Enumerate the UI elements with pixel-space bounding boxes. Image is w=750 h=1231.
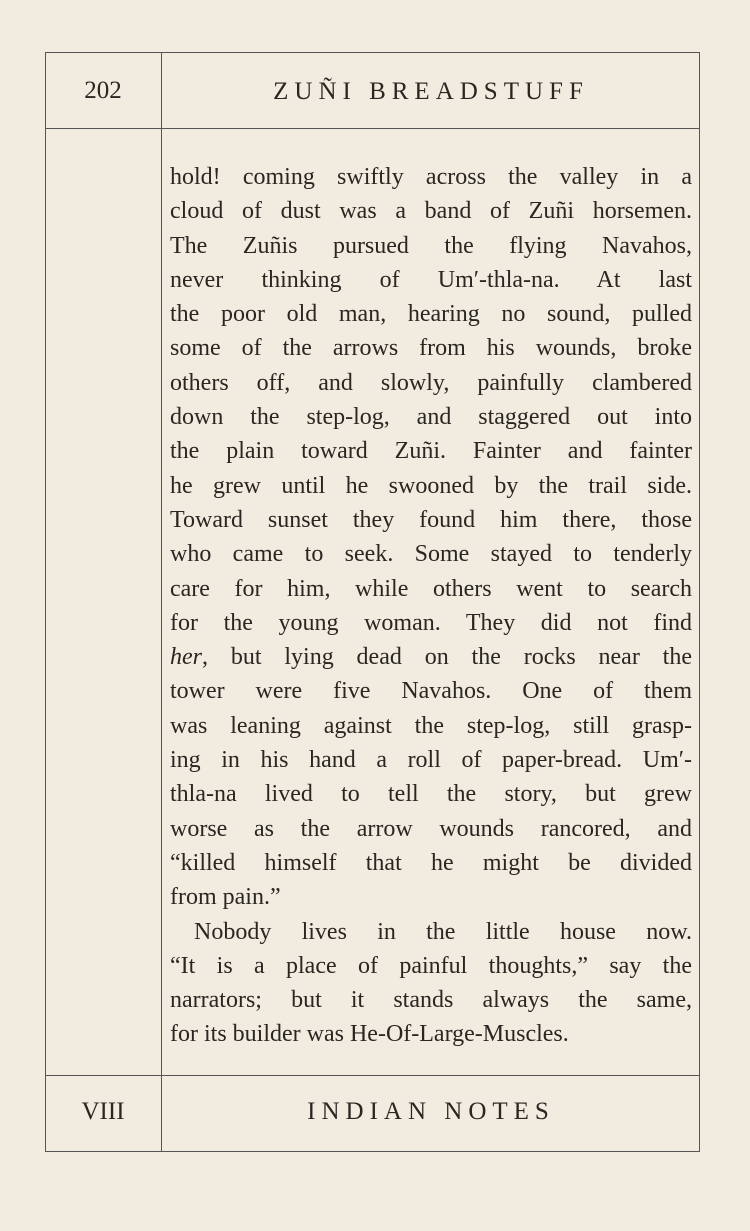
text-line: the poor old man, hearing no sound, pulled bbox=[170, 301, 692, 328]
page-number: 202 bbox=[84, 77, 122, 104]
text-line: narrators; but it stands always the same, bbox=[170, 987, 692, 1014]
text-line: never thinking of Um′-thla-na. At last bbox=[170, 266, 692, 293]
italic-word: her bbox=[170, 644, 202, 671]
text-line: Nobody lives in the little house now. bbox=[194, 918, 692, 945]
text-line: some of the arrows from his wounds, broke bbox=[170, 335, 692, 362]
text-line: hold! coming swiftly across the valley in a bbox=[170, 164, 692, 190]
text-line bbox=[170, 640, 692, 674]
text-line: for its builder was He-Of-Large-Muscles. bbox=[170, 1021, 569, 1048]
text-line: the plain toward Zuñi. Fainter and fainter bbox=[170, 438, 692, 465]
text-fragment: , but lying dead on the rocks near the bbox=[202, 644, 692, 671]
text-line: Toward sunset they found him there, those bbox=[170, 506, 692, 533]
text-line: “It is a place of painful thoughts,” say the bbox=[170, 952, 692, 979]
text-line: down the step-log, and staggered out into bbox=[170, 404, 692, 431]
text-line: thla-na lived to tell the story, but grew bbox=[170, 781, 692, 808]
series-title: INDIAN NOTES bbox=[307, 1098, 555, 1125]
text-line: who came to seek. Some stayed to tenderly bbox=[170, 541, 692, 568]
text-line: tower were five Navahos. One of them bbox=[170, 678, 692, 705]
text-line: The Zuñis pursued the flying Navahos, bbox=[170, 232, 692, 259]
column-divider bbox=[161, 52, 162, 1152]
text-line: for the young woman. They did not find bbox=[170, 609, 692, 636]
text-line: from pain.” bbox=[170, 884, 281, 911]
text-line: cloud of dust was a band of Zuñi horsemen. bbox=[170, 198, 692, 225]
running-title: ZUÑI BREADSTUFF bbox=[273, 78, 589, 105]
body-text bbox=[170, 160, 692, 1052]
header-divider bbox=[45, 128, 700, 129]
text-line: others off, and slowly, painfully clambered bbox=[170, 369, 692, 396]
text-line: “killed himself that he might be divided bbox=[170, 849, 692, 876]
signature-mark: VIII bbox=[81, 1098, 125, 1125]
text-line: worse as the arrow wounds rancored, and bbox=[170, 815, 692, 842]
text-line: ing in his hand a roll of paper-bread. Um′- bbox=[170, 747, 692, 774]
text-line: care for him, while others went to search bbox=[170, 575, 692, 602]
text-line: he grew until he swooned by the trail side. bbox=[170, 472, 692, 499]
text-line: was leaning against the step-log, still grasp- bbox=[170, 712, 692, 739]
